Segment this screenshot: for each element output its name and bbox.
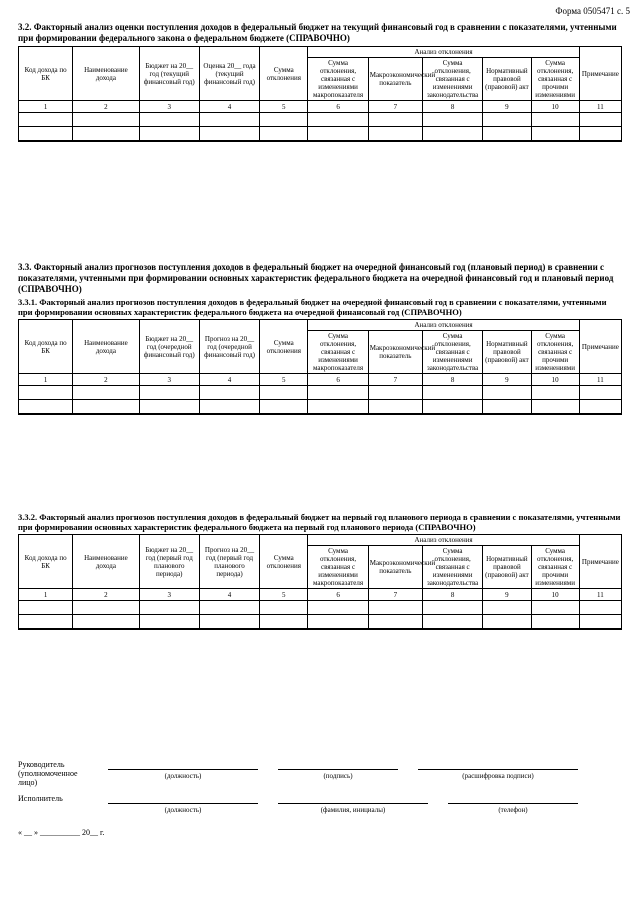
decoding-caption: (расшифровка подписи): [462, 772, 534, 780]
col-num: 1: [19, 589, 73, 601]
col-num: 10: [531, 374, 579, 386]
header-name: Наименование дохода: [73, 47, 139, 101]
header-other: Сумма отклонения, связанная с прочими изменениями: [531, 331, 579, 374]
section-3-3-2: [18, 512, 622, 630]
col-num: 8: [422, 374, 482, 386]
header-name: Наименование дохода: [73, 535, 139, 589]
header-note: Примечание: [579, 320, 621, 374]
header-name: Наименование дохода: [73, 320, 139, 374]
col-num: 4: [199, 101, 259, 113]
col-num: 11: [579, 374, 621, 386]
col-num: 9: [483, 101, 531, 113]
table-row: [19, 127, 622, 142]
col-num: 6: [308, 589, 368, 601]
section-3-2: [18, 22, 622, 142]
form-code: Форма 0505471 с. 5: [555, 6, 630, 16]
header-forecast: Прогноз на 20__ год (очередной финансовый год): [199, 320, 259, 374]
header-macro: Сумма отклонения, связанная с изменениями макропоказателя: [308, 58, 368, 101]
col-num: 1: [19, 374, 73, 386]
position-line: [108, 769, 258, 770]
decoding-line: [418, 769, 578, 770]
exec-position-caption: (должность): [164, 806, 202, 814]
header-estimate: Оценка 20__ года (текущий финансовый год): [199, 47, 259, 101]
header-deviation: Сумма отклонения: [260, 47, 308, 101]
exec-position-line: [108, 803, 258, 804]
fio-line: [278, 803, 428, 804]
table-3-2: [18, 46, 622, 142]
signature-line: [278, 769, 398, 770]
header-budget: Бюджет на 20__ год (текущий финансовый год): [139, 47, 199, 101]
col-num: 4: [199, 374, 259, 386]
position-caption: (должность): [164, 772, 202, 780]
header-other: Сумма отклонения, связанная с прочими изменениями: [531, 546, 579, 589]
col-num: 6: [308, 374, 368, 386]
header-code: Код дохода по БК: [19, 535, 73, 589]
col-num: 4: [199, 589, 259, 601]
col-num: 9: [483, 374, 531, 386]
header-code: Код дохода по БК: [19, 47, 73, 101]
col-num: 3: [139, 589, 199, 601]
header-macro-indicator: Макроэкономический показатель: [368, 331, 422, 374]
col-num: 2: [73, 589, 139, 601]
header-macro: Сумма отклонения, связанная с изменениями макропоказателя: [308, 331, 368, 374]
header-analysis: Анализ отклонения: [308, 47, 579, 58]
col-num: 7: [368, 374, 422, 386]
header-norm-act: Нормативный правовой (правовой) акт: [483, 546, 531, 589]
col-num: 3: [139, 374, 199, 386]
header-deviation: Сумма отклонения: [260, 320, 308, 374]
header-analysis: Анализ отклонения: [308, 535, 579, 546]
header-norm-act: Нормативный правовой (правовой) акт: [483, 331, 531, 374]
header-forecast: Прогноз на 20__ год (первый год планового периода): [199, 535, 259, 589]
col-num: 6: [308, 101, 368, 113]
phone-caption: (телефон): [498, 806, 528, 814]
section-3-3: [18, 262, 622, 415]
header-budget: Бюджет на 20__ год (очередной финансовый год): [139, 320, 199, 374]
phone-line: [448, 803, 578, 804]
signature-head: [18, 760, 622, 794]
header-code: Код дохода по БК: [19, 320, 73, 374]
table-row: [19, 113, 622, 127]
col-num: 2: [73, 374, 139, 386]
header-note: Примечание: [579, 535, 621, 589]
table-row: [19, 400, 622, 415]
head-label: Руководитель (уполномоченное лицо): [18, 760, 78, 787]
header-law: Сумма отклонения, связанная с изменениями законодательства: [422, 331, 482, 374]
header-law: Сумма отклонения, связанная с изменениями законодательства: [422, 58, 482, 101]
table-row: [19, 601, 622, 615]
header-macro-indicator: Макроэкономический показатель: [368, 58, 422, 101]
section-3-3-2-title: 3.3.2. Факторный анализ прогнозов поступления доходов в федеральный бюджет на первый год планового периода в сравнении с показателями, учтенными при формировании основных характеристик федерального бюджета на первый год планового периода (СПРАВОЧНО): [18, 512, 621, 532]
col-num: 2: [73, 101, 139, 113]
table-3-3-1: [18, 319, 622, 415]
signature-block: [18, 760, 622, 850]
header-norm-act: Нормативный правовой (правовой) акт: [483, 58, 531, 101]
header-law: Сумма отклонения, связанная с изменениями законодательства: [422, 546, 482, 589]
header-deviation: Сумма отклонения: [260, 535, 308, 589]
col-num: 8: [422, 101, 482, 113]
col-num: 10: [531, 101, 579, 113]
col-num: 8: [422, 589, 482, 601]
col-num: 1: [19, 101, 73, 113]
col-num: 5: [260, 101, 308, 113]
header-macro: Сумма отклонения, связанная с изменениями макропоказателя: [308, 546, 368, 589]
col-num: 11: [579, 589, 621, 601]
col-num: 11: [579, 101, 621, 113]
section-3-3-title: 3.3. Факторный анализ прогнозов поступления доходов в федеральный бюджет на очередной финансовый год (плановый период) в сравнении с показателями, учтенными при формировании основных характеристик федерального бюджета на очередной финансовый год и плановый период (СПРАВОЧНО): [18, 262, 614, 294]
section-3-2-title: 3.2. Факторный анализ оценки поступления доходов в федеральный бюджет на текущий финансовый год в сравнении с показателями, учтенными при формировании федерального закона о федеральном бюджете (СПРАВОЧНО): [18, 22, 617, 43]
header-analysis: Анализ отклонения: [308, 320, 579, 331]
col-num: 5: [260, 589, 308, 601]
signature-caption: (подпись): [323, 772, 353, 780]
section-3-3-1-title: 3.3.1. Факторный анализ прогнозов поступления доходов в федеральный бюджет на очередной финансовый год в сравнении с показателями, учтенными при формировании основных характеристик федерального бюджета на очередной финансовый год (СПРАВОЧНО): [18, 297, 607, 317]
table-row: [19, 386, 622, 400]
date-field: « __ » __________ 20__ г.: [18, 828, 105, 837]
header-budget: Бюджет на 20__ год (первый год планового периода): [139, 535, 199, 589]
header-note: Примечание: [579, 47, 621, 101]
col-num: 5: [260, 374, 308, 386]
col-num: 3: [139, 101, 199, 113]
signature-date: [18, 828, 622, 850]
col-num: 10: [531, 589, 579, 601]
col-num: 7: [368, 589, 422, 601]
header-other: Сумма отклонения, связанная с прочими изменениями: [531, 58, 579, 101]
table-3-3-2: [18, 534, 622, 630]
col-num: 7: [368, 101, 422, 113]
fio-caption: (фамилия, инициалы): [320, 806, 386, 814]
signature-exec: [18, 794, 622, 828]
col-num: 9: [483, 589, 531, 601]
table-row: [19, 615, 622, 630]
exec-label: Исполнитель: [18, 794, 63, 803]
header-macro-indicator: Макроэкономический показатель: [368, 546, 422, 589]
